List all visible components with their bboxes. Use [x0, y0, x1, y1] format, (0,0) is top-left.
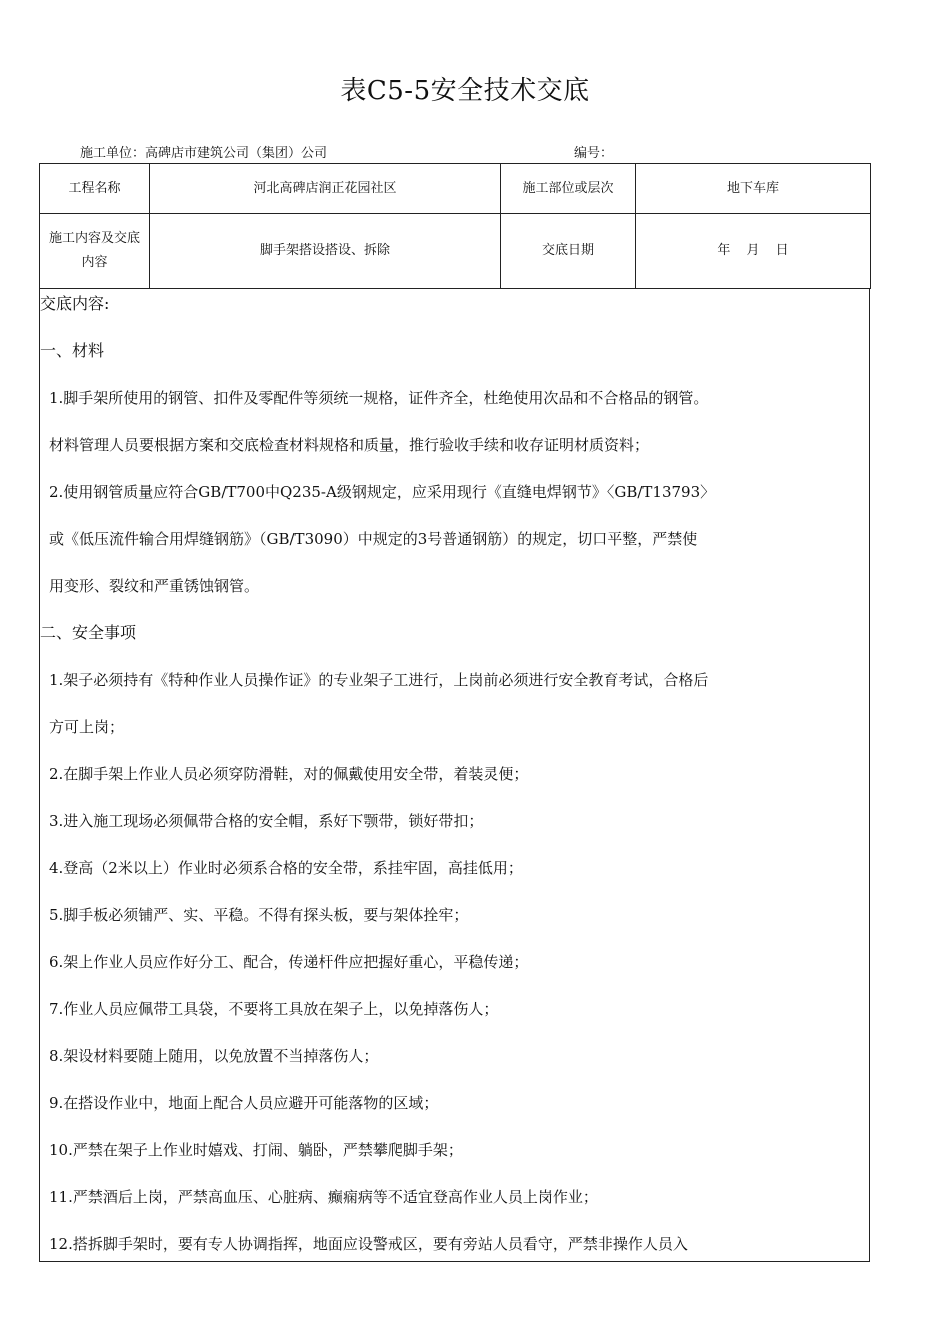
construction-unit: 施工单位：高碑店市建筑公司（集团）公司: [80, 146, 328, 161]
location-label: 施工部位或层次: [501, 164, 636, 214]
content-line: 材料管理人员要根据方案和交底检查材料规格和质量，推行验收手续和收存证明材质资料；: [49, 436, 650, 454]
disclosure-content-box: [39, 289, 870, 1262]
content-line: 7.作业人员应佩带工具袋，不要将工具放在架子上，以免掉落伤人；: [49, 1000, 499, 1018]
content-line: 1.脚手架所使用的钢管、扣件及零配件等须统一规格，证件齐全，杜绝使用次品和不合格品的钢管。: [49, 389, 709, 407]
content-line: 5.脚手板必须铺严、实、平稳。不得有探头板，要与架体拴牢；: [49, 906, 469, 924]
content-line: 6.架上作业人员应作好分工、配合，传递杆件应把握好重心，平稳传递；: [49, 953, 529, 971]
date-value: 年 月 日: [636, 214, 871, 289]
project-name-label: 工程名称: [40, 164, 150, 214]
content-heading: 交底内容:: [40, 294, 110, 313]
content-line: 用变形、裂纹和严重锈蚀钢管。: [49, 577, 260, 595]
project-name-value: 河北高碑店润正花园社区: [150, 164, 501, 214]
content-line: 4.登高（2米以上）作业时必须系合格的安全带，系挂牢固，高挂低用；: [49, 859, 523, 877]
content-label: 施工内容及交底内容: [40, 214, 150, 289]
location-value: 地下车库: [636, 164, 871, 214]
content-line: 9.在搭设作业中，地面上配合人员应避开可能落物的区域；: [49, 1094, 439, 1112]
content-line: 10.严禁在架子上作业时嬉戏、打闹、躺卧，严禁攀爬脚手架；: [49, 1141, 463, 1159]
content-line: 2.在脚手架上作业人员必须穿防滑鞋，对的佩戴使用安全带，着装灵便；: [49, 765, 529, 783]
table-row: [40, 164, 871, 214]
section-heading-safety: 二、安全事项: [40, 623, 137, 642]
content-value: 脚手架搭设搭设、拆除: [150, 214, 501, 289]
project-info-table: [39, 163, 871, 289]
section-heading-materials: 一、材料: [40, 341, 105, 360]
content-line: 方可上岗；: [49, 718, 125, 736]
content-line: 3.进入施工现场必须佩带合格的安全帽，系好下颚带，锁好带扣；: [49, 812, 484, 830]
table-row: [40, 214, 871, 289]
content-line: 11.严禁酒后上岗，严禁高血压、心脏病、癫痫病等不适宜登高作业人员上岗作业；: [49, 1188, 598, 1206]
content-line: 1.架子必须持有《特种作业人员操作证》的专业架子工进行，上岗前必须进行安全教育考试，合格后: [49, 671, 709, 689]
document-number-label: 编号：: [574, 146, 614, 161]
content-line: 12.搭拆脚手架时，要有专人协调指挥，地面应设警戒区，要有旁站人员看守，严禁非操作人员入: [49, 1235, 688, 1253]
document-title: 表C5-5安全技术交底: [340, 76, 590, 106]
content-line: 8.架设材料要随上随用，以免放置不当掉落伤人；: [49, 1047, 379, 1065]
content-line: 或《低压流件输合用焊缝钢筋》（GB/T3090）中规定的3号普通钢筋）的规定，切口平整，严禁使: [49, 530, 698, 548]
content-line: 2.使用钢管质量应符合GB/T700中Q235-A级钢规定，应采用现行《直缝电焊钢节》〈GB/T13793〉: [49, 483, 716, 501]
date-label: 交底日期: [501, 214, 636, 289]
